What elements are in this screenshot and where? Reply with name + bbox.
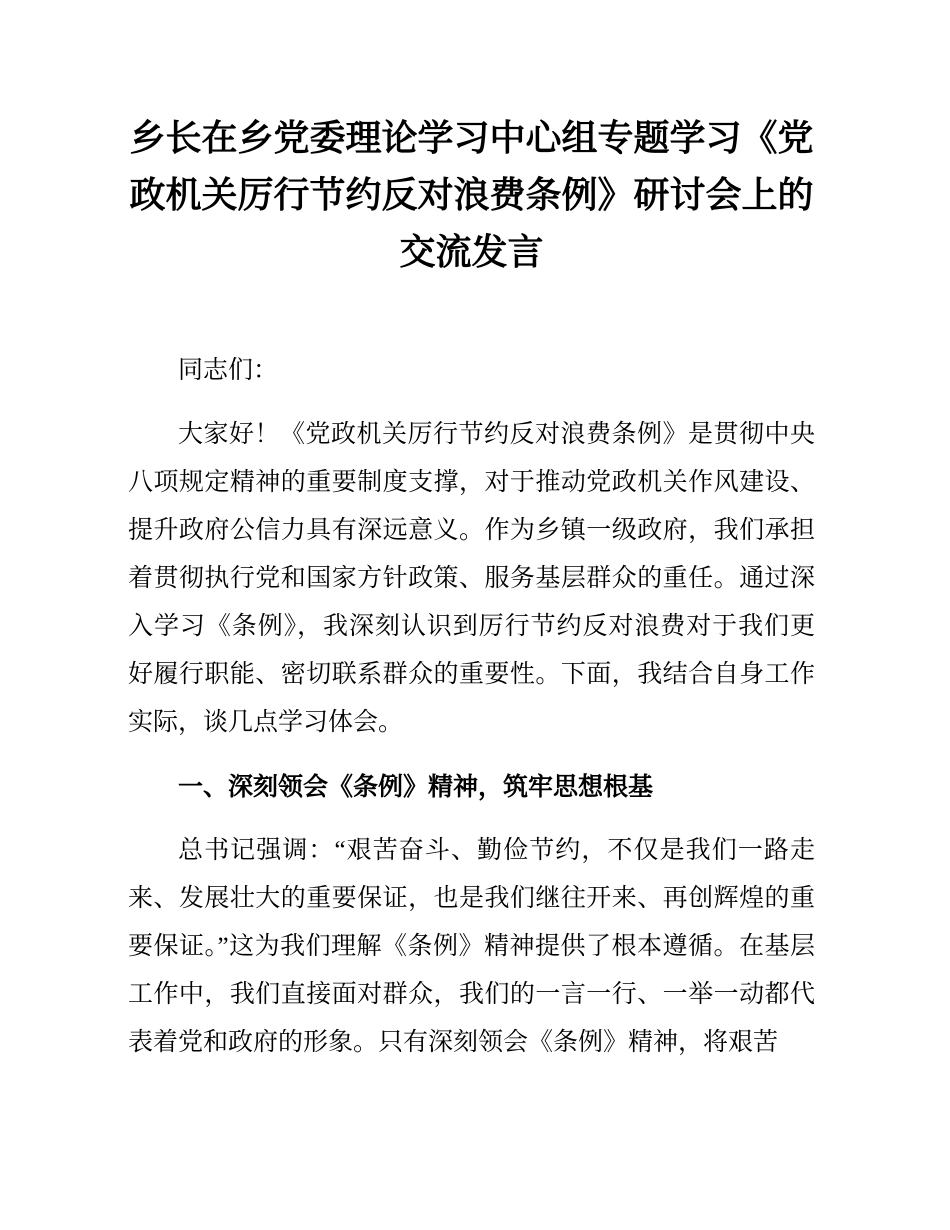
paragraph-intro: 大家好！《党政机关厉行节约反对浪费条例》是贯彻中央八项规定精神的重要制度支撑，对于推动党政机关作风建设、提升政府公信力具有深远意义。作为乡镇一级政府，我们承担着贯彻执行党和国家方针政策、服务基层群众的重任。通过深入学习《条例》，我深刻认识到厉行节约反对浪费对于我们更好履行职能、密切联系群众的重要性。下面，我结合自身工作实际，谈几点学习体会。 <box>128 421 815 736</box>
page-title: 乡长在乡党委理论学习中心组专题学习《党政机关厉行节约反对浪费条例》研讨会上的交流发言 <box>129 118 814 272</box>
document-body <box>128 347 815 1067</box>
section-1-paragraph: 总书记强调：“艰苦奋斗、勤俭节约，不仅是我们一路走来、发展壮大的重要保证，也是我们继往开来、再创辉煌的重要保证。”这为我们理解《条例》精神提供了根本遵循。在基层工作中，我们直接面对群众，我们的一言一行、一举一动都代表着党和政府的形象。只有深刻领会《条例》精神，将艰苦 <box>128 837 815 1056</box>
section-heading-1: 一、深刻领会《条例》精神，筑牢思想根基 <box>178 773 654 801</box>
salutation: 同志们： <box>178 357 279 384</box>
